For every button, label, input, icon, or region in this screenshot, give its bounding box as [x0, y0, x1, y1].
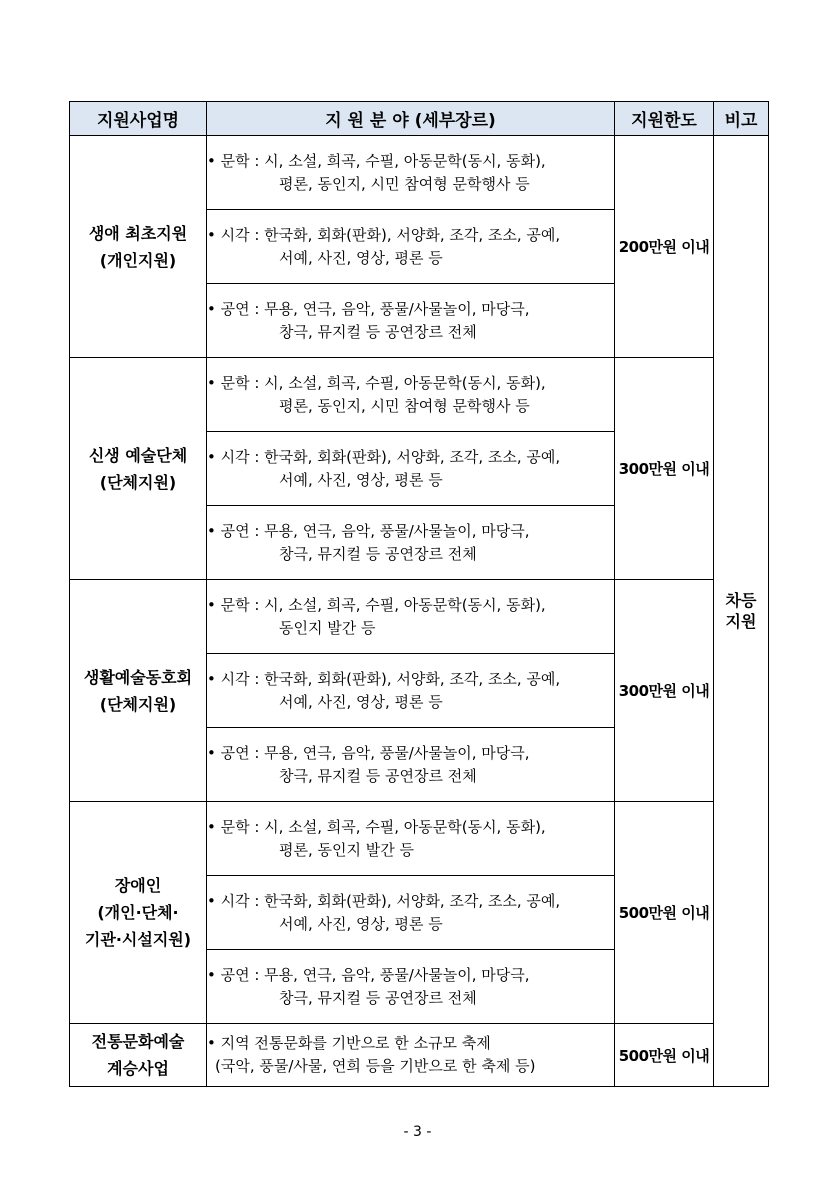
genre-detail-line2: 창극, 뮤지컬 등 공연장르 전체 [279, 322, 477, 341]
table-body [70, 136, 769, 1087]
genre-detail-line1: • 시각 : 한국화, 회화(판화), 서양화, 조각, 조소, 공예, [207, 225, 561, 244]
genre-detail [207, 654, 615, 728]
page-number: - 3 - [403, 1124, 432, 1140]
support-limit: 500만원 이내 [615, 1024, 714, 1087]
program-name-line: 생애 최초지원 [88, 223, 188, 243]
program-name-line: 생활예술동호회 [83, 667, 193, 687]
program-name [70, 1024, 207, 1087]
genre-detail-line2: 서예, 사진, 영상, 평론 등 [279, 914, 443, 933]
genre-detail [207, 136, 615, 210]
genre-detail [207, 284, 615, 358]
genre-detail-line2: 서예, 사진, 영상, 평론 등 [279, 248, 443, 267]
genre-detail-line1: • 문학 : 시, 소설, 희곡, 수필, 아동문학(동시, 동화), [207, 151, 546, 170]
header-program: 지원사업명 [70, 102, 207, 136]
program-name-line: 장애인 [114, 876, 162, 895]
genre-detail-line1: • 지역 전통문화를 기반으로 한 소규모 축제 [207, 1034, 491, 1052]
program-name-line: 전통문화예술 [91, 1032, 185, 1051]
table-row [70, 802, 769, 876]
table-row [70, 1024, 769, 1087]
support-limit: 300만원 이내 [615, 358, 714, 580]
genre-detail [207, 506, 615, 580]
genre-detail-line2: 창극, 뮤지컬 등 공연장르 전체 [279, 988, 477, 1007]
program-name-line: (단체지원) [99, 694, 177, 714]
genre-detail [207, 580, 615, 654]
support-limit: 200만원 이내 [615, 136, 714, 358]
table-row [70, 136, 769, 210]
table-row [70, 580, 769, 654]
program-name-line: (개인지원) [99, 250, 177, 270]
genre-detail [207, 1024, 615, 1087]
genre-detail [207, 876, 615, 950]
genre-detail-line2: 평론, 동인지, 시민 참여형 문학행사 등 [279, 174, 530, 193]
genre-detail-line2: 평론, 동인지 발간 등 [279, 840, 414, 859]
genre-detail [207, 802, 615, 876]
program-name [70, 802, 207, 1024]
genre-detail [207, 358, 615, 432]
genre-detail [207, 728, 615, 802]
support-limit: 500만원 이내 [615, 802, 714, 1024]
genre-detail-line2: 서예, 사진, 영상, 평론 등 [279, 470, 443, 489]
support-limit: 300만원 이내 [615, 580, 714, 802]
program-name-line: 기관·시설지원) [84, 930, 192, 949]
note-line: 차등 [725, 591, 757, 610]
program-name-line: 계승사업 [107, 1059, 169, 1078]
genre-detail-line1: • 문학 : 시, 소설, 희곡, 수필, 아동문학(동시, 동화), [207, 595, 546, 614]
genre-detail [207, 950, 615, 1024]
header-field: 지 원 분 야 (세부장르) [207, 102, 615, 136]
genre-detail-line2: (국악, 풍물/사물, 연희 등을 기반으로 한 축제 등) [215, 1057, 536, 1075]
genre-detail-line1: • 공연 : 무용, 연극, 음악, 풍물/사물놀이, 마당극, [207, 743, 530, 762]
genre-detail-line1: • 공연 : 무용, 연극, 음악, 풍물/사물놀이, 마당극, [207, 965, 530, 984]
genre-detail-line1: • 공연 : 무용, 연극, 음악, 풍물/사물놀이, 마당극, [207, 521, 530, 540]
genre-detail-line2: 창극, 뮤지컬 등 공연장르 전체 [279, 766, 477, 785]
program-name [70, 358, 207, 580]
genre-detail-line2: 평론, 동인지, 시민 참여형 문학행사 등 [279, 396, 530, 415]
header-note: 비고 [714, 102, 769, 136]
genre-detail-line2: 동인지 발간 등 [279, 618, 376, 637]
genre-detail-line1: • 공연 : 무용, 연극, 음악, 풍물/사물놀이, 마당극, [207, 299, 530, 318]
table-header-row [70, 102, 769, 136]
table-row [70, 358, 769, 432]
program-name-line: 신생 예술단체 [88, 445, 188, 465]
header-limit: 지원한도 [615, 102, 714, 136]
program-name-line: (단체지원) [99, 472, 177, 492]
genre-detail-line1: • 시각 : 한국화, 회화(판화), 서양화, 조각, 조소, 공예, [207, 891, 561, 910]
genre-detail-line1: • 문학 : 시, 소설, 희곡, 수필, 아동문학(동시, 동화), [207, 373, 546, 392]
genre-detail-line2: 창극, 뮤지컬 등 공연장르 전체 [279, 544, 477, 563]
program-name-line: (개인·단체· [97, 903, 179, 922]
genre-detail-line1: • 문학 : 시, 소설, 희곡, 수필, 아동문학(동시, 동화), [207, 817, 546, 836]
note-line: 지원 [725, 612, 757, 631]
genre-detail [207, 432, 615, 506]
genre-detail-line2: 서예, 사진, 영상, 평론 등 [279, 692, 443, 711]
genre-detail [207, 210, 615, 284]
genre-detail-line1: • 시각 : 한국화, 회화(판화), 서양화, 조각, 조소, 공예, [207, 447, 561, 466]
program-name [70, 580, 207, 802]
note-cell [714, 136, 769, 1087]
support-program-table [69, 101, 769, 1087]
program-name [70, 136, 207, 358]
genre-detail-line1: • 시각 : 한국화, 회화(판화), 서양화, 조각, 조소, 공예, [207, 669, 561, 688]
